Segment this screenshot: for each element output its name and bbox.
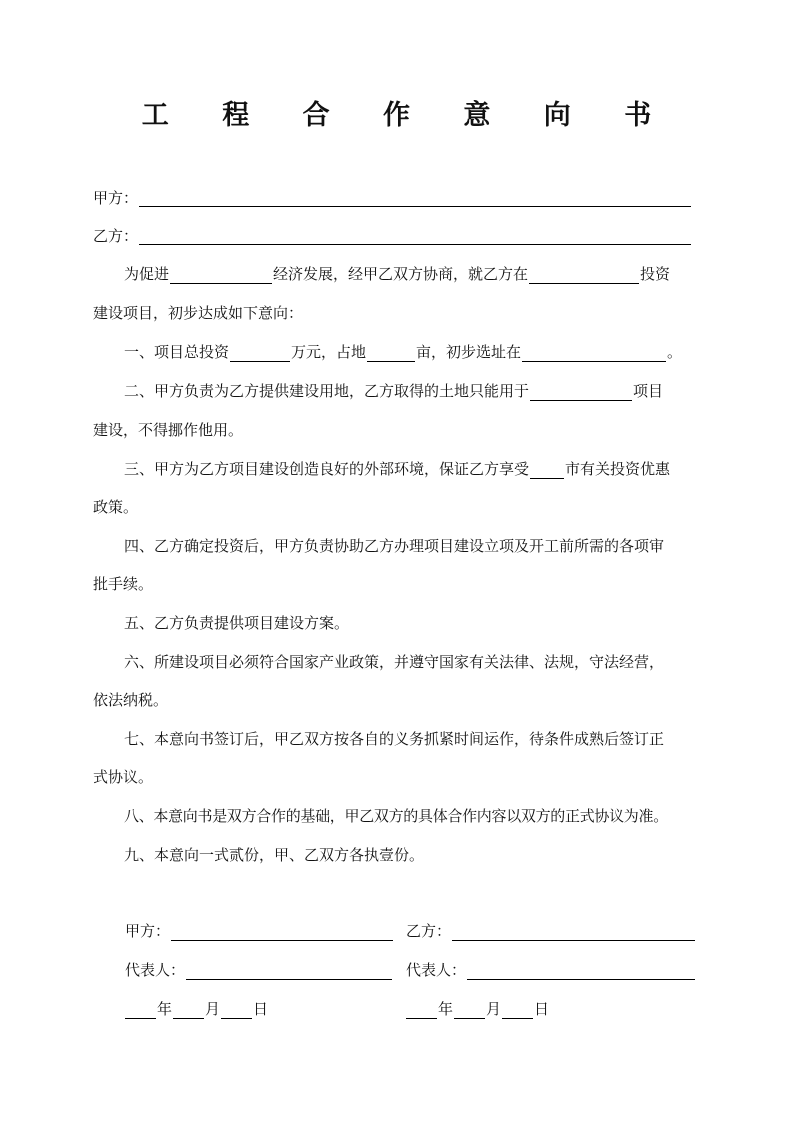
- sign-party-b: [406, 916, 696, 946]
- sign-party-a: [125, 916, 394, 946]
- year-a-label: 年: [157, 1000, 173, 1018]
- month-b-blank[interactable]: [454, 997, 485, 1019]
- sign-rep-b-label: 代表人：: [406, 961, 467, 979]
- item-7-text-a: 七、本意向书签订后，甲乙双方按各自的义务抓紧时间运作，待条件成熟后签订正: [124, 730, 665, 748]
- item-6-text-a: 六、所建设项目必须符合国家产业政策，并遵守国家有关法律、法规，守法经营，: [124, 653, 665, 671]
- item-5: [124, 608, 349, 638]
- intro-line-1: [124, 259, 670, 289]
- item-4-line-1: [124, 531, 664, 561]
- item-3-text-c: 政策。: [93, 498, 139, 516]
- item-2-line-2: [93, 415, 243, 445]
- day-b-label: 日: [534, 1000, 550, 1018]
- item-7-text-b: 式协议。: [93, 768, 154, 786]
- item-6-text-b: 依法纳税。: [93, 691, 169, 709]
- area-blank[interactable]: [367, 340, 415, 362]
- sign-rep-b-blank[interactable]: [467, 958, 695, 980]
- item-9-text: 九、本意向一式贰份，甲、乙双方各执壹份。: [124, 846, 425, 864]
- sign-rep-a-blank[interactable]: [186, 958, 392, 980]
- item-4-line-2: [93, 569, 153, 599]
- day-b-blank[interactable]: [502, 997, 533, 1019]
- item-8: [124, 801, 668, 831]
- sign-date-b: [406, 994, 549, 1024]
- item-3-line-2: [93, 492, 138, 522]
- site-blank[interactable]: [522, 340, 666, 362]
- item-1: [124, 337, 682, 367]
- sign-party-a-label: 甲方：: [125, 922, 171, 940]
- sign-rep-b: [406, 955, 696, 985]
- sign-date-a: [125, 994, 268, 1024]
- intro-text-b: 经济发展，经甲乙双方协商，就乙方在: [273, 265, 529, 283]
- year-b-blank[interactable]: [406, 997, 437, 1019]
- sign-party-a-blank[interactable]: [171, 919, 393, 941]
- sign-party-b-blank[interactable]: [452, 919, 695, 941]
- year-b-label: 年: [438, 1000, 454, 1018]
- item-6-line-1: [124, 647, 664, 677]
- intro-text-c: 投资: [640, 265, 671, 283]
- sign-rep-a: [125, 955, 393, 985]
- item-1-text-d: 。: [667, 343, 683, 361]
- city-blank[interactable]: [530, 457, 564, 479]
- item-6-line-2: [93, 685, 168, 715]
- item-9: [124, 840, 424, 870]
- day-a-label: 日: [253, 1000, 269, 1018]
- item-5-text: 五、乙方负责提供项目建设方案。: [124, 614, 350, 632]
- party-b-line: [93, 221, 692, 251]
- party-b-blank[interactable]: [139, 223, 691, 245]
- document-title: 工 程 合 作 意 向 书: [141, 100, 674, 131]
- region-blank[interactable]: [170, 262, 272, 284]
- intro-line-2: [93, 298, 303, 328]
- party-b-label: 乙方：: [93, 227, 139, 245]
- month-a-label: 月: [205, 1000, 221, 1018]
- item-1-text-b: 万元，占地: [291, 343, 367, 361]
- item-4-text-b: 批手续。: [93, 575, 154, 593]
- item-3-text-b: 市有关投资优惠: [565, 460, 671, 478]
- year-a-blank[interactable]: [125, 997, 156, 1019]
- sign-party-b-label: 乙方：: [406, 922, 452, 940]
- item-3-text-a: 三、甲方为乙方项目建设创造良好的外部环境，保证乙方享受: [124, 460, 530, 478]
- sign-rep-a-label: 代表人：: [125, 961, 186, 979]
- land-use-blank[interactable]: [530, 379, 632, 401]
- party-a-blank[interactable]: [139, 185, 691, 207]
- month-a-blank[interactable]: [173, 997, 204, 1019]
- investment-blank[interactable]: [230, 340, 290, 362]
- intro-text-a: 为促进: [124, 265, 170, 283]
- month-b-label: 月: [486, 1000, 502, 1018]
- item-2-text-b: 项目: [633, 382, 664, 400]
- intro-text-d: 建设项目，初步达成如下意向：: [93, 304, 304, 322]
- item-4-text-a: 四、乙方确定投资后，甲方负责协助乙方办理项目建设立项及开工前所需的各项审: [124, 537, 665, 555]
- item-2-text-a: 二、甲方负责为乙方提供建设用地，乙方取得的土地只能用于: [124, 382, 530, 400]
- item-7-line-2: [93, 762, 153, 792]
- item-7-line-1: [124, 724, 664, 754]
- item-8-text: 八、本意向书是双方合作的基础，甲乙双方的具体合作内容以双方的正式协议为准。: [124, 807, 668, 825]
- item-2-line-1: [124, 376, 663, 406]
- item-1-text-c: 亩，初步选址在: [416, 343, 522, 361]
- item-3-line-1: [124, 454, 670, 484]
- location-blank[interactable]: [529, 262, 639, 284]
- day-a-blank[interactable]: [221, 997, 252, 1019]
- item-2-text-c: 建设，不得挪作他用。: [93, 421, 244, 439]
- item-1-text-a: 一、项目总投资: [124, 343, 230, 361]
- party-a-line: [93, 183, 692, 213]
- party-a-label: 甲方：: [93, 189, 139, 207]
